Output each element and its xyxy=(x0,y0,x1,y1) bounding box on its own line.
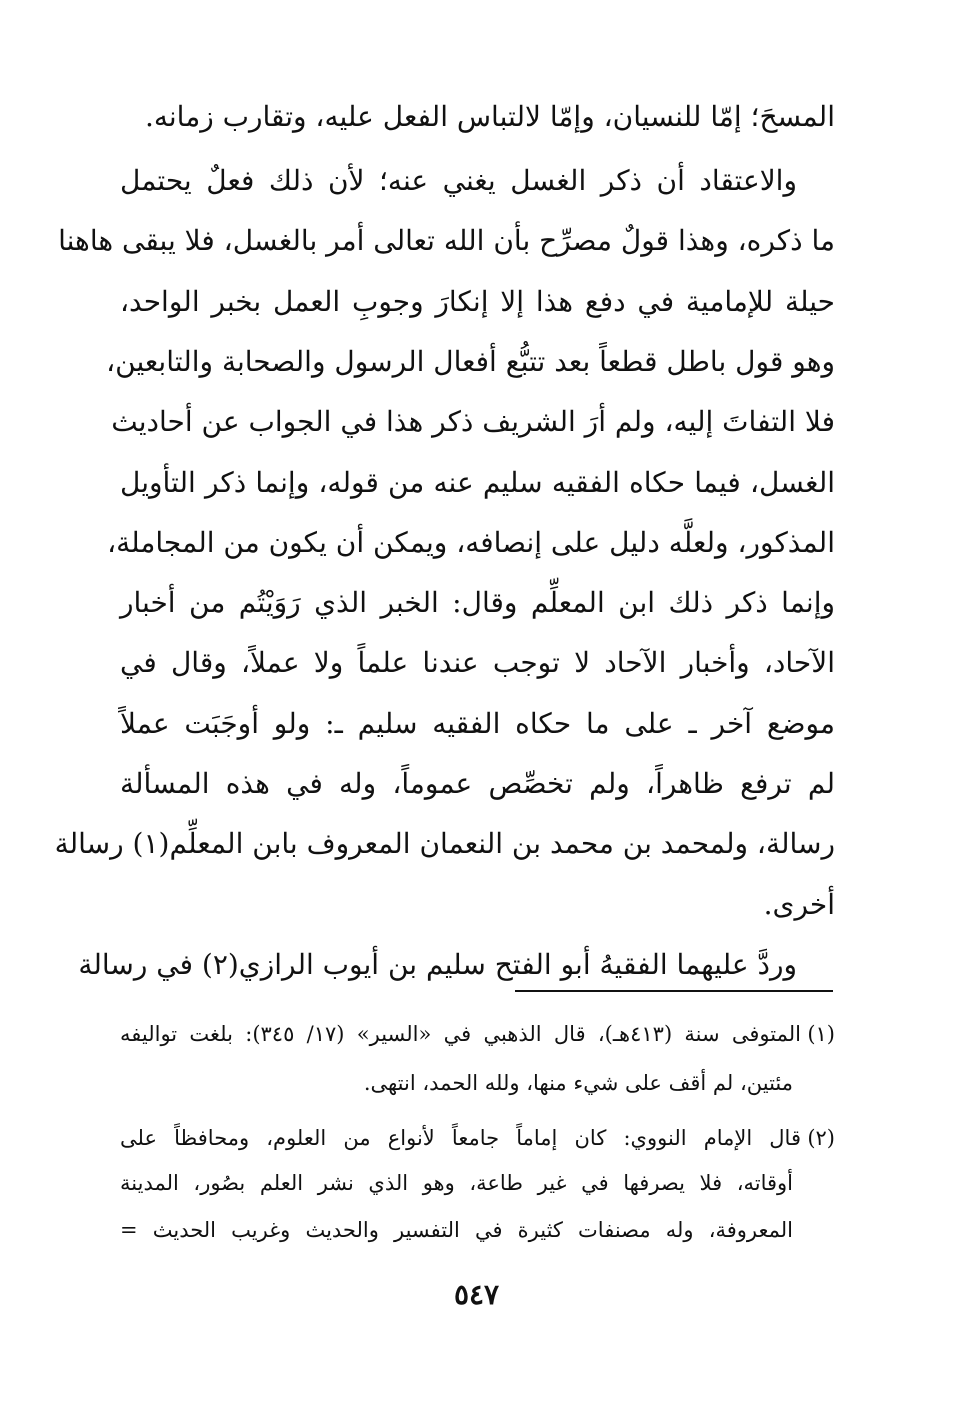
text-line-10: الآحاد، وأخبار الآحاد لا توجب عندنا علماً ولا عملاً، وقال في xyxy=(120,646,835,679)
text-line-4: حيلة للإمامية في دفع هذا إلا إنكارَ وجوبِ العمل بخبر الواحد، xyxy=(120,285,835,318)
text-line-7: الغسل، فيما حكاه الفقيه سليم عنه من قوله، وإنما ذكر التأويل xyxy=(120,466,835,499)
text-line-5: وهو قول باطل قطعاً بعد تتبُّع أفعال الرسول والصحابة والتابعين، xyxy=(106,345,835,378)
footnote-2-text: قال الإمام النووي: كان إماماً جامعاً لأنواع من العلوم، ومحافظاً على xyxy=(120,1126,801,1150)
text-line-1: المسحَ؛ إمّا للنسيان، وإمّا لالتباس الفعل عليه، وتقارب زمانه. xyxy=(144,100,835,133)
text-line-9: وإنما ذكر ذلك ابن المعلِّم وقال: الخبر الذي رَوَيْتُم من أخبار xyxy=(120,586,835,619)
text-line-11: موضع آخر ـ على ما حكاه الفقيه سليم ـ: ولو أوجَبَت عملاً xyxy=(120,707,835,740)
text-line-14: أخرى. xyxy=(763,888,835,921)
footnote-2 xyxy=(120,1121,835,1155)
footnote-separator xyxy=(515,990,833,992)
footnote-2-number: (٢) xyxy=(807,1126,835,1150)
text-line-6: فلا التفاتَ إليه، ولم أرَ الشريف ذكر هذا في الجواب عن أحاديث xyxy=(111,405,835,438)
footnote-2-continuation-2: المعروفة، وله مصنفات كثيرة في التفسير والحديث وغريب الحديث = xyxy=(120,1218,793,1242)
footnote-1-continuation: مئتين، لم أقف على شيء منها، ولله الحمد، انتهى. xyxy=(363,1071,793,1095)
text-line-3: ما ذكره، وهذا قولٌ مصرِّح بأن الله تعالى أمر بالغسل، فلا يبقى هاهنا xyxy=(58,224,835,257)
footnote-1 xyxy=(120,1017,835,1051)
text-line-2: والاعتقاد أن ذكر الغسل يغني عنه؛ لأن ذلك فعلٌ يحتمل xyxy=(120,164,797,197)
page-number: ٥٤٧ xyxy=(453,1278,500,1311)
text-line-15: وردَّ عليهما الفقيهُ أبو الفتح سليم بن أيوب الرازي(٢) في رسالة xyxy=(78,948,797,981)
footnote-2-continuation-1: أوقاته، فلا يصرفها في غير طاعة، وهو الذي نشر العلم بصُور، المدينة xyxy=(120,1171,793,1195)
text-line-8: المذكور، ولعلَّه دليل على إنصافه، ويمكن أن يكون من المجاملة، xyxy=(107,526,835,559)
text-line-13: رسالة، ولمحمد بن محمد بن النعمان المعروف بابن المعلِّم(١) رسالة xyxy=(54,827,835,860)
footnote-1-number: (١) xyxy=(807,1022,835,1046)
text-line-12: لم ترفع ظاهراً، ولم تخصِّص عموماً، وله في هذه المسألة xyxy=(120,767,835,800)
footnote-1-text: المتوفى سنة (٤١٣هـ)، قال الذهبي في «السير» (١٧/ ٣٤٥): بلغت تواليفه xyxy=(120,1022,801,1046)
